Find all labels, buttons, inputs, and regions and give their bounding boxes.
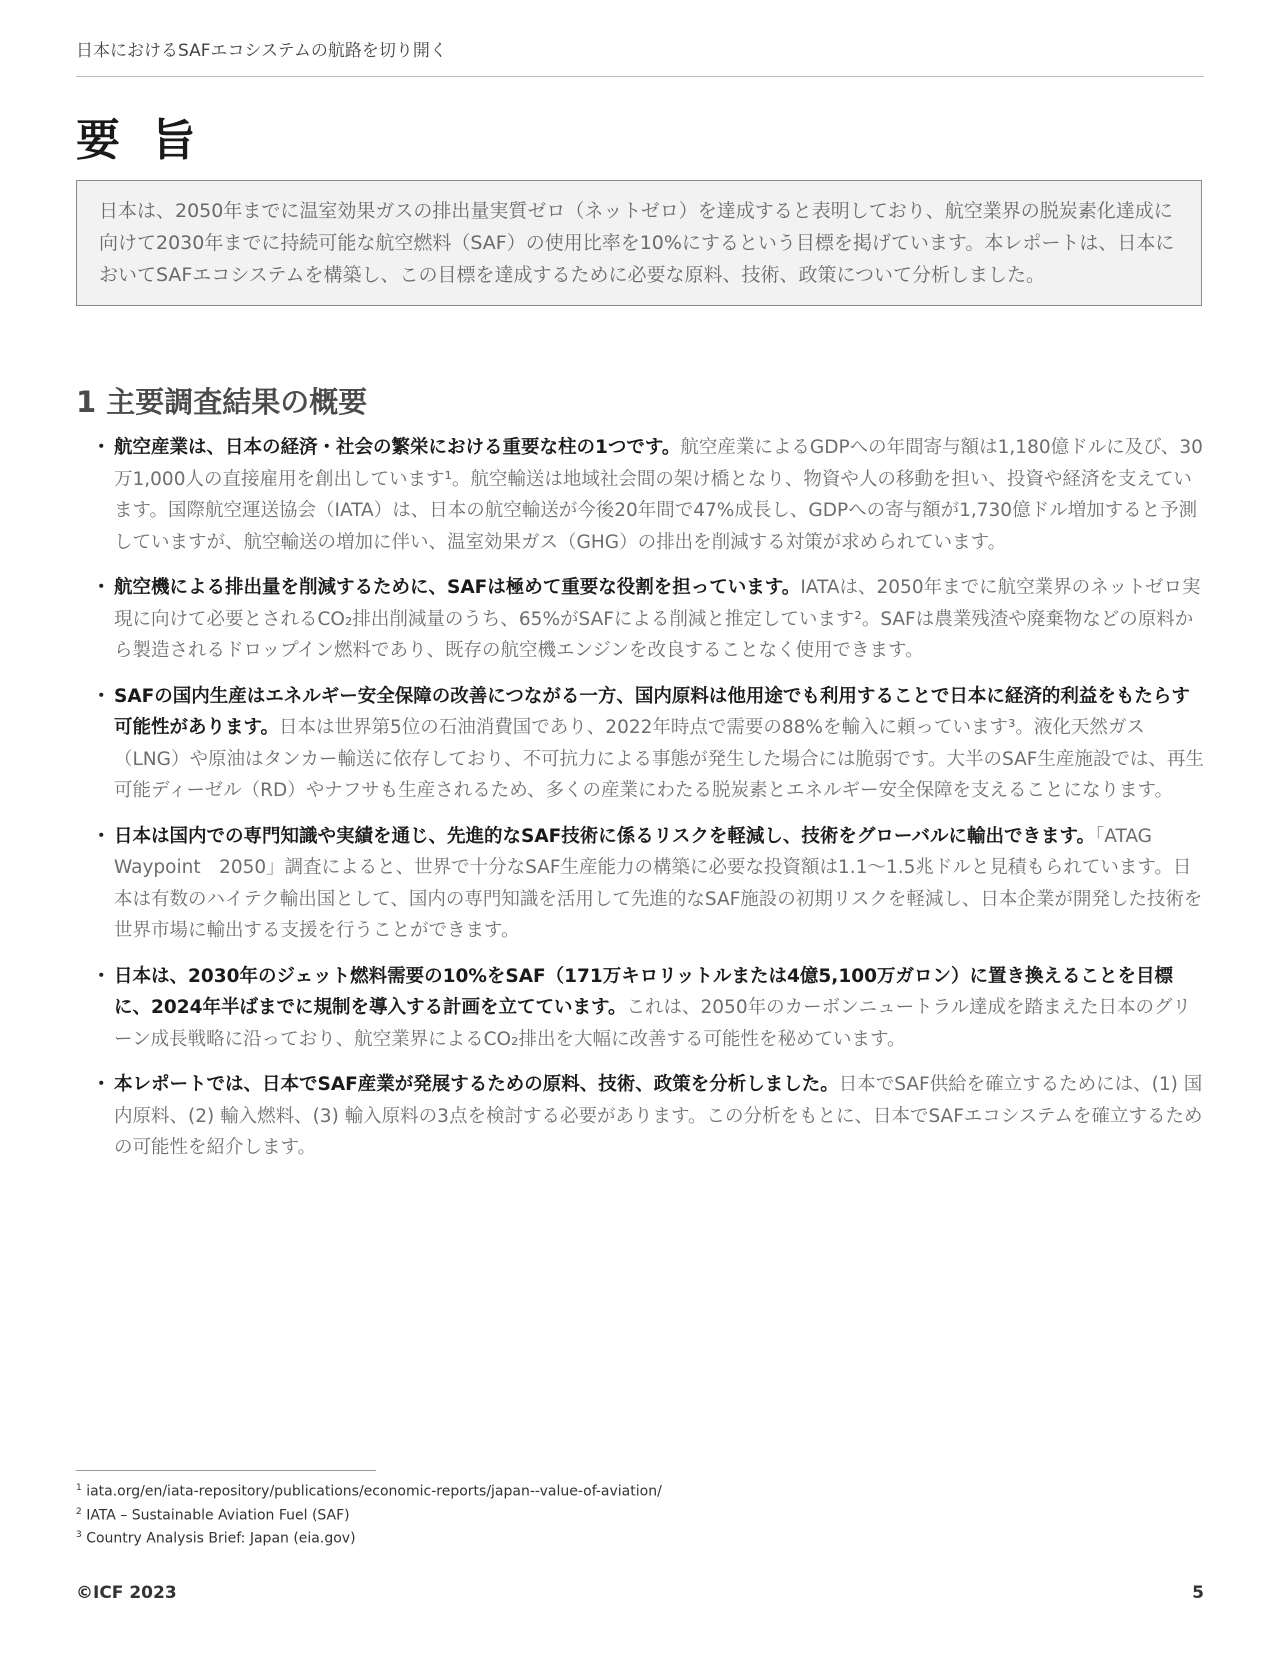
document-page: [76, 0, 1204, 1656]
bullet-body: 日本は世界第5位の石油消費国であり、2022年時点で需要の88%を輸入に頼っています³。液化天然ガス（LNG）や原油はタンカー輸送に依存しており、不可抗力による事態が発生した場合には脆弱です。大半のSAF生産施設では、再生可能ディーゼル（RD）やナフサも生産されるため、多くの産業にわたる脱炭素とエネルギー安全保障を支えることになります。: [114, 717, 1204, 801]
bullet-lead: 航空機による排出量を削減するために、SAFは極めて重要な役割を担っています。: [114, 577, 801, 598]
list-item: [76, 1069, 1204, 1164]
bullet-body: 「ATAG Waypoint 2050」調査によると、世界で十分なSAF生産能力の構築に必要な投資額は1.1～1.5兆ドルと見積もられています。日本は有数のハイテク輸出国として、国内の専門知識を活用して先進的なSAF施設の初期リスクを軽減し、日本企業が開発した技術を世界市場に輸出する支援を行うことができます。: [114, 825, 1203, 941]
list-item: [76, 961, 1204, 1056]
bullet-lead: 日本は、2030年のジェット燃料需要の10%をSAF（171万キロリットルまたは4億5,100万ガロン）に置き換えることを目標に、2024年半ばまでに規制を導入する計画を立てています。: [114, 965, 1173, 1018]
section-heading: 1 主要調査結果の概要: [76, 385, 368, 419]
footnote-mark: 1: [76, 1483, 82, 1493]
bullet-lead: 航空産業は、日本の経済・社会の繁栄における重要な柱の1つです。: [114, 437, 681, 458]
bullet-lead: 本レポートでは、日本でSAF産業が発展するための原料、技術、政策を分析しました。: [114, 1074, 839, 1095]
bullet-marker: ・: [92, 437, 111, 458]
bullet-body: IATAは、2050年までに航空業界のネットゼロ実現に向けて必要とされるCO₂排出削減量のうち、65%がSAFによる削減と推定しています²。SAFは農業残渣や廃棄物などの原料から製造されるドロップイン燃料であり、既存の航空機エンジンを改良することなく使用できます。: [114, 577, 1201, 661]
footnote-divider: [76, 1470, 376, 1471]
list-item: [76, 821, 1204, 947]
page-number: 5: [1192, 1583, 1204, 1603]
bullet-lead: 日本は国内での専門知識や実績を通じ、先進的なSAF技術に係るリスクを軽減し、技術をグローバルに輸出できます。: [114, 825, 1096, 847]
footnote-2: [76, 1502, 662, 1526]
footnote-text: IATA – Sustainable Aviation Fuel (SAF): [86, 1507, 350, 1524]
findings-list: [76, 432, 1204, 1178]
bullet-body: 日本でSAF供給を確立するためには、(1) 国内原料、(2) 輸入燃料、(3) 輸入原料の3点を検討する必要があります。この分析をもとに、日本でSAFエコシステムを確立するための可能性を紹介します。: [114, 1074, 1203, 1158]
footnote-mark: 2: [76, 1506, 82, 1517]
footer-copyright: ©ICF 2023: [76, 1583, 177, 1603]
running-header: 日本におけるSAFエコシステムの航路を切り開く: [76, 41, 447, 61]
footnote-3: [76, 1525, 662, 1549]
list-item: [76, 681, 1204, 807]
bullet-body: 航空産業によるGDPへの年間寄与額は1,180億ドルに及び、30万1,000人の直接雇用を創出しています¹。航空輸送は地域社会間の架け橋となり、物資や人の移動を担い、投資や経済を支えています。国際航空運送協会（IATA）は、日本の航空輸送が今後20年間で47%成長し、GDPへの寄与額が1,730億ドル増加すると予測していますが、航空輸送の増加に伴い、温室効果ガス（GHG）の排出を削減する対策が求められています。: [114, 437, 1203, 553]
footnotes: [76, 1478, 662, 1549]
bullet-marker: ・: [92, 685, 111, 707]
summary-box: 日本は、2050年までに温室効果ガスの排出量実質ゼロ（ネットゼロ）を達成すると表明しており、航空業界の脱炭素化達成に向けて2030年までに持続可能な航空燃料（SAF）の使用比率を10%にするという目標を掲げています。本レポートは、日本においてSAFエコシステムを構築し、この目標を達成するために必要な原料、技術、政策について分析しました。: [76, 180, 1202, 306]
list-item: [76, 572, 1204, 667]
footnote-link[interactable]: iata.org/en/iata-repository/publications/economic-reports/japan--value-of-aviation/: [86, 1483, 662, 1500]
list-item: [76, 432, 1204, 558]
bullet-marker: ・: [92, 1074, 111, 1095]
bullet-lead: SAFの国内生産はエネルギー安全保障の改善につながる一方、国内原料は他用途でも利用することで日本に経済的利益をもたらす可能性があります。: [114, 685, 1190, 738]
footnote-mark: 3: [76, 1530, 82, 1541]
page-title: 要 旨: [76, 115, 204, 166]
bullet-marker: ・: [92, 825, 111, 847]
footnote-1: [76, 1478, 662, 1502]
bullet-marker: ・: [92, 965, 111, 987]
header-divider: [76, 76, 1204, 77]
footnote-text: Country Analysis Brief: Japan (eia.gov): [86, 1530, 356, 1547]
bullet-marker: ・: [92, 577, 111, 598]
bullet-body: これは、2050年のカーボンニュートラル達成を踏まえた日本のグリーン成長戦略に沿っており、航空業界によるCO₂排出を大幅に改善する可能性を秘めています。: [114, 997, 1192, 1050]
